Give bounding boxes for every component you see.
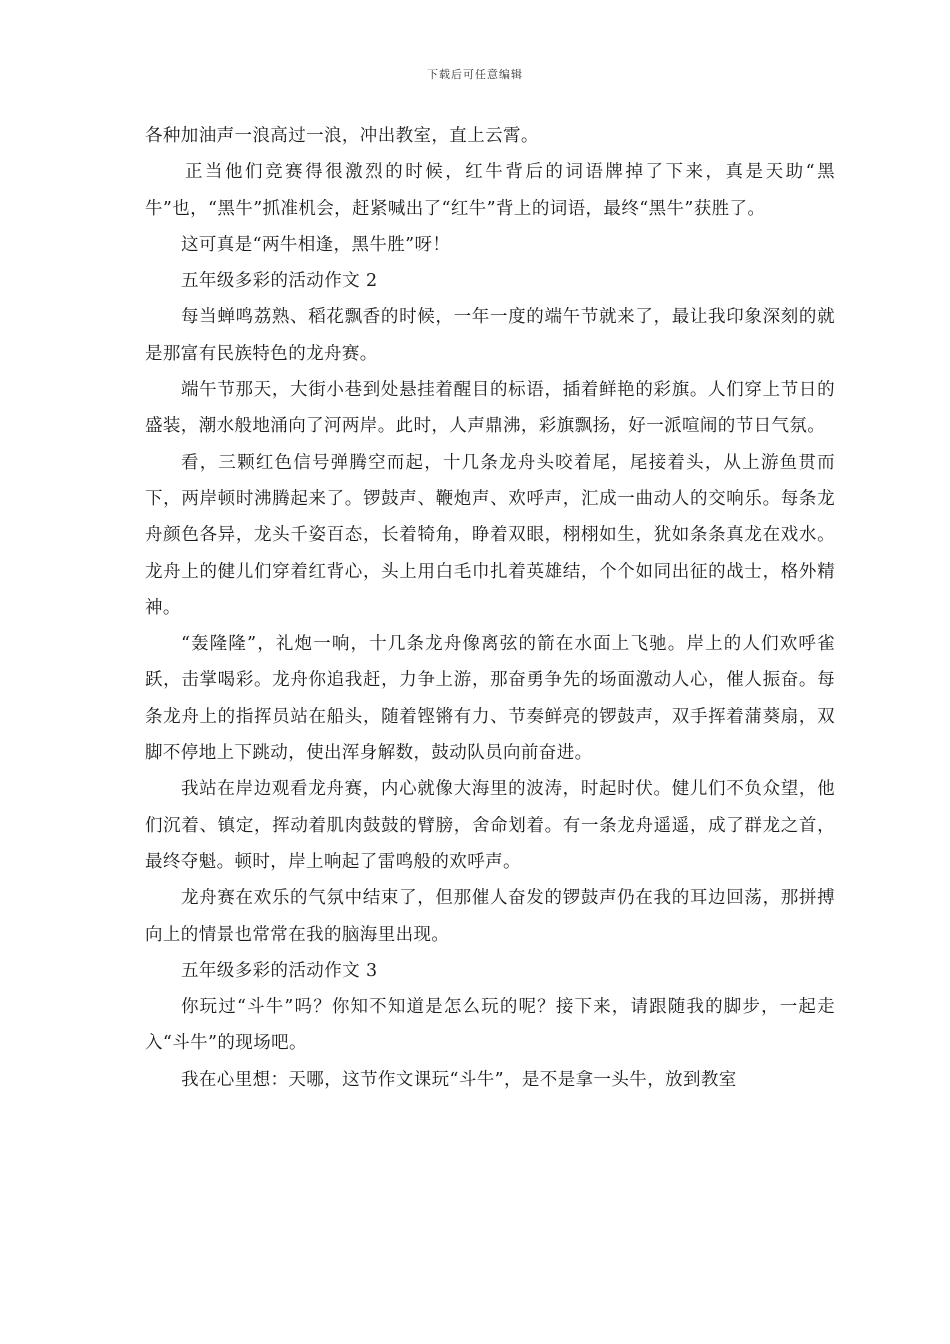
document-body [145, 118, 835, 1098]
paragraph: 龙舟赛在欢乐的气氛中结束了，但那催人奋发的锣鼓声仍在我的耳边回荡，那拼搏向上的情景也常常在我的脑海里出现。 [145, 888, 835, 945]
paragraph: 我在心里想：天哪，这节作文课玩“斗牛”，是不是拿一头牛，放到教室 [181, 1069, 737, 1090]
paragraph: 看，三颗红色信号弹腾空而起，十几条龙舟头咬着尾，尾接着头，从上游鱼贯而下，两岸顿时沸腾起来了。锣鼓声、鞭炮声、欢呼声，汇成一曲动人的交响乐。每条龙舟颜色各异，龙头千姿百态，长着犄角，睁着双眼，栩栩如生，犹如条条真龙在戏水。龙舟上的健儿们穿着红背心，头上用白毛巾扎着英雄结，个个如同出征的战士，格外精神。 [145, 452, 835, 618]
section-title: 五年级多彩的活动作文 2 [181, 271, 378, 292]
section-title: 五年级多彩的活动作文 3 [181, 960, 378, 981]
paragraph: 你玩过“斗牛”吗？你知不知道是怎么玩的呢？接下来，请跟随我的脚步，一起走入“斗牛”的现场吧。 [145, 997, 835, 1054]
paragraph: 端午节那天，大街小巷到处悬挂着醒目的标语，插着鲜艳的彩旗。人们穿上节日的盛装，潮水般地涌向了河两岸。此时，人声鼎沸，彩旗飘扬，好一派喧闹的节日气氛。 [145, 380, 835, 437]
paragraph: 正当他们竞赛得很激烈的时候，红牛背后的词语牌掉了下来，真是天助“黑牛”也，“黑牛”抓准机会，赶紧喊出了“红牛”背上的词语，最终“黑牛”获胜了。 [145, 162, 835, 219]
paragraph: 这可真是“两牛相逢，黑牛胜”呀！ [181, 234, 451, 255]
paragraph: 我站在岸边观看龙舟赛，内心就像大海里的波涛，时起时伏。健儿们不负众望，他们沉着、镇定，挥动着肌肉鼓鼓的臂膀，舍命划着。有一条龙舟遥遥，成了群龙之首，最终夺魁。顿时，岸上响起了雷鸣般的欢呼声。 [145, 779, 835, 872]
paragraph: 每当蝉鸣荔熟、稻花飘香的时候，一年一度的端午节就来了，最让我印象深刻的就是那富有民族特色的龙舟赛。 [145, 307, 835, 364]
paragraph: 各种加油声一浪高过一浪，冲出教室，直上云霄。 [145, 126, 539, 146]
paragraph: “轰隆隆”，礼炮一响，十几条龙舟像离弦的箭在水面上飞驰。岸上的人们欢呼雀跃，击掌喝彩。龙舟你追我赶，力争上游，那奋勇争先的场面激动人心，催人振奋。每条龙舟上的指挥员站在船头，随着铿锵有力、节奏鲜亮的锣鼓声，双手挥着蒲葵扇，双脚不停地上下跳动，使出浑身解数，鼓动队员向前奋进。 [145, 634, 835, 764]
page-header: 下载后可任意编辑 [427, 68, 523, 81]
